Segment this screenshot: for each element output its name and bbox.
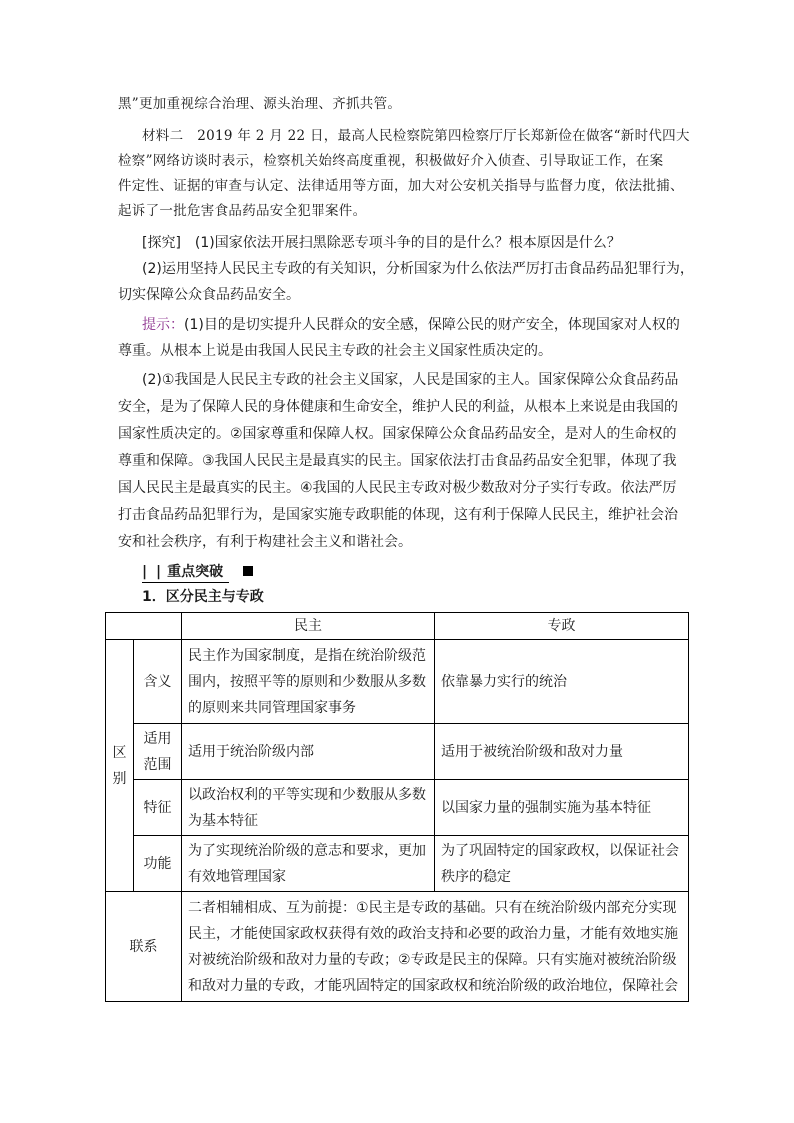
inquiry-question-2: (2)运用坚持人民民主专政的有关知识，分析国家为什么依法严厉打击食品药品犯罪行为， [142,261,694,277]
row-label-meaning: 含义 [134,640,182,724]
header-democracy: 民主 [182,613,435,640]
democracy-scope: 适用于统治阶级内部 [182,724,435,780]
table-header-row [106,613,689,640]
inquiry-question-2-cont: 切实保障公众食品药品安全。 [118,287,300,303]
table-corner-cell [106,613,182,640]
answer-2-line-1: (2)①我国是人民民主专政的社会主义国家，人民是国家的主人。国家保障公众食品药品 [142,372,679,388]
hint-line-1 [142,315,694,335]
header-dictatorship: 专政 [435,613,689,640]
hint-label: 提示： [142,317,184,333]
answer-2-line-6: 打击食品药品犯罪行为，是国家实施专政职能的体现，这有利于保障人民民主，维护社会治 [118,507,678,523]
dictatorship-feature: 以国家力量的强制实施为基本特征 [435,780,689,836]
section-heading [142,562,229,583]
subsection-title: 1．区分民主与专政 [142,589,264,605]
difference-group-label: 区 别 [106,640,134,892]
democracy-feature: 以政治权利的平等实现和少数服从多数 为基本特征 [182,780,435,836]
row-label-connection: 联系 [106,892,182,1002]
hint-answer-1: (1)目的是切实提升人民群众的安全感，保障公民的财产安全，体现国家对人权的 [184,317,680,333]
material-two-line-4: 起诉了一批危害食品药品安全犯罪案件。 [118,203,367,219]
row-label-function: 功能 [134,836,182,892]
material-two-line-2: 检察”网络访谈时表示，检察机关始终高度重视，积极做好介入侦查、引导取证工作，在案 [118,153,664,169]
democracy-function: 为了实现统治阶级的意志和要求，更加 有效地管理国家 [182,836,435,892]
comparison-table [105,612,689,1002]
table-row [106,836,689,892]
row-label-feature: 特征 [134,780,182,836]
section-bars: | | [142,564,164,580]
row-label-scope: 适用 范围 [134,724,182,780]
hint-line-2: 尊重。从根本上说是由我国人民民主专政的社会主义国家性质决定的。 [118,343,552,359]
section-square-icon [243,566,253,576]
table-row [106,640,689,724]
connection-text: 二者相辅相成、互为前提：①民主是专政的基础。只有在统治阶级内部充分实现 民主，才能使国家政权获得有效的政治支持和必要的政治力量，才能有效地实施 对被统治阶级和敌对力量的专政；②专政是民主的保障。只有实施对被统治阶级 和敌对力量的专政，才能巩固特定的国家政权和统治阶级的政治地位，保障社会 [182,892,689,1002]
table-row [106,724,689,780]
dictatorship-meaning: 依靠暴力实行的统治 [435,640,689,724]
answer-2-line-5: 国人民民主是最真实的民主。④我国的人民民主专政对极少数敌对分子实行专政。依法严厉 [118,480,677,496]
dictatorship-function: 为了巩固特定的国家政权，以保证社会 秩序的稳定 [435,836,689,892]
democracy-meaning: 民主作为国家制度，是指在统治阶级范 围内，按照平等的原则和少数服从多数 的原则来共同管理国家事务 [182,640,435,724]
material-one-tail: 黑”更加重视综合治理、源头治理、齐抓共管。 [118,96,402,112]
answer-2-line-3: 国家性质决定的。②国家尊重和保障人权。国家保障公众食品药品安全，是对人的生命权的 [118,426,677,442]
dictatorship-scope: 适用于被统治阶级和敌对力量 [435,724,689,780]
table-row [106,892,689,1002]
table-row [106,780,689,836]
inquiry-question-1: [探究] (1)国家依法开展扫黑除恶专项斗争的目的是什么？根本原因是什么？ [142,235,621,251]
answer-2-line-2: 安全，是为了保障人民的身体健康和生命安全，维护人民的利益，从根本上来说是由我国的 [118,399,678,415]
answer-2-line-7: 安和社会秩序，有利于构建社会主义和谐社会。 [118,534,412,550]
material-two-line-1: 材料二 2019 年 2 月 22 日，最高人民检察院第四检察厅厅长郑新俭在做客“新时代四大 [142,128,690,144]
answer-2-line-4: 尊重和保障。③我国人民民主是最真实的民主。国家依法打击食品药品安全犯罪，体现了我 [118,453,677,469]
material-two-line-3: 件定性、证据的审查与认定、法律适用等方面，加大对公安机关指导与监督力度，依法批捕、 [118,178,684,194]
section-title: 重点突破 [167,564,224,580]
